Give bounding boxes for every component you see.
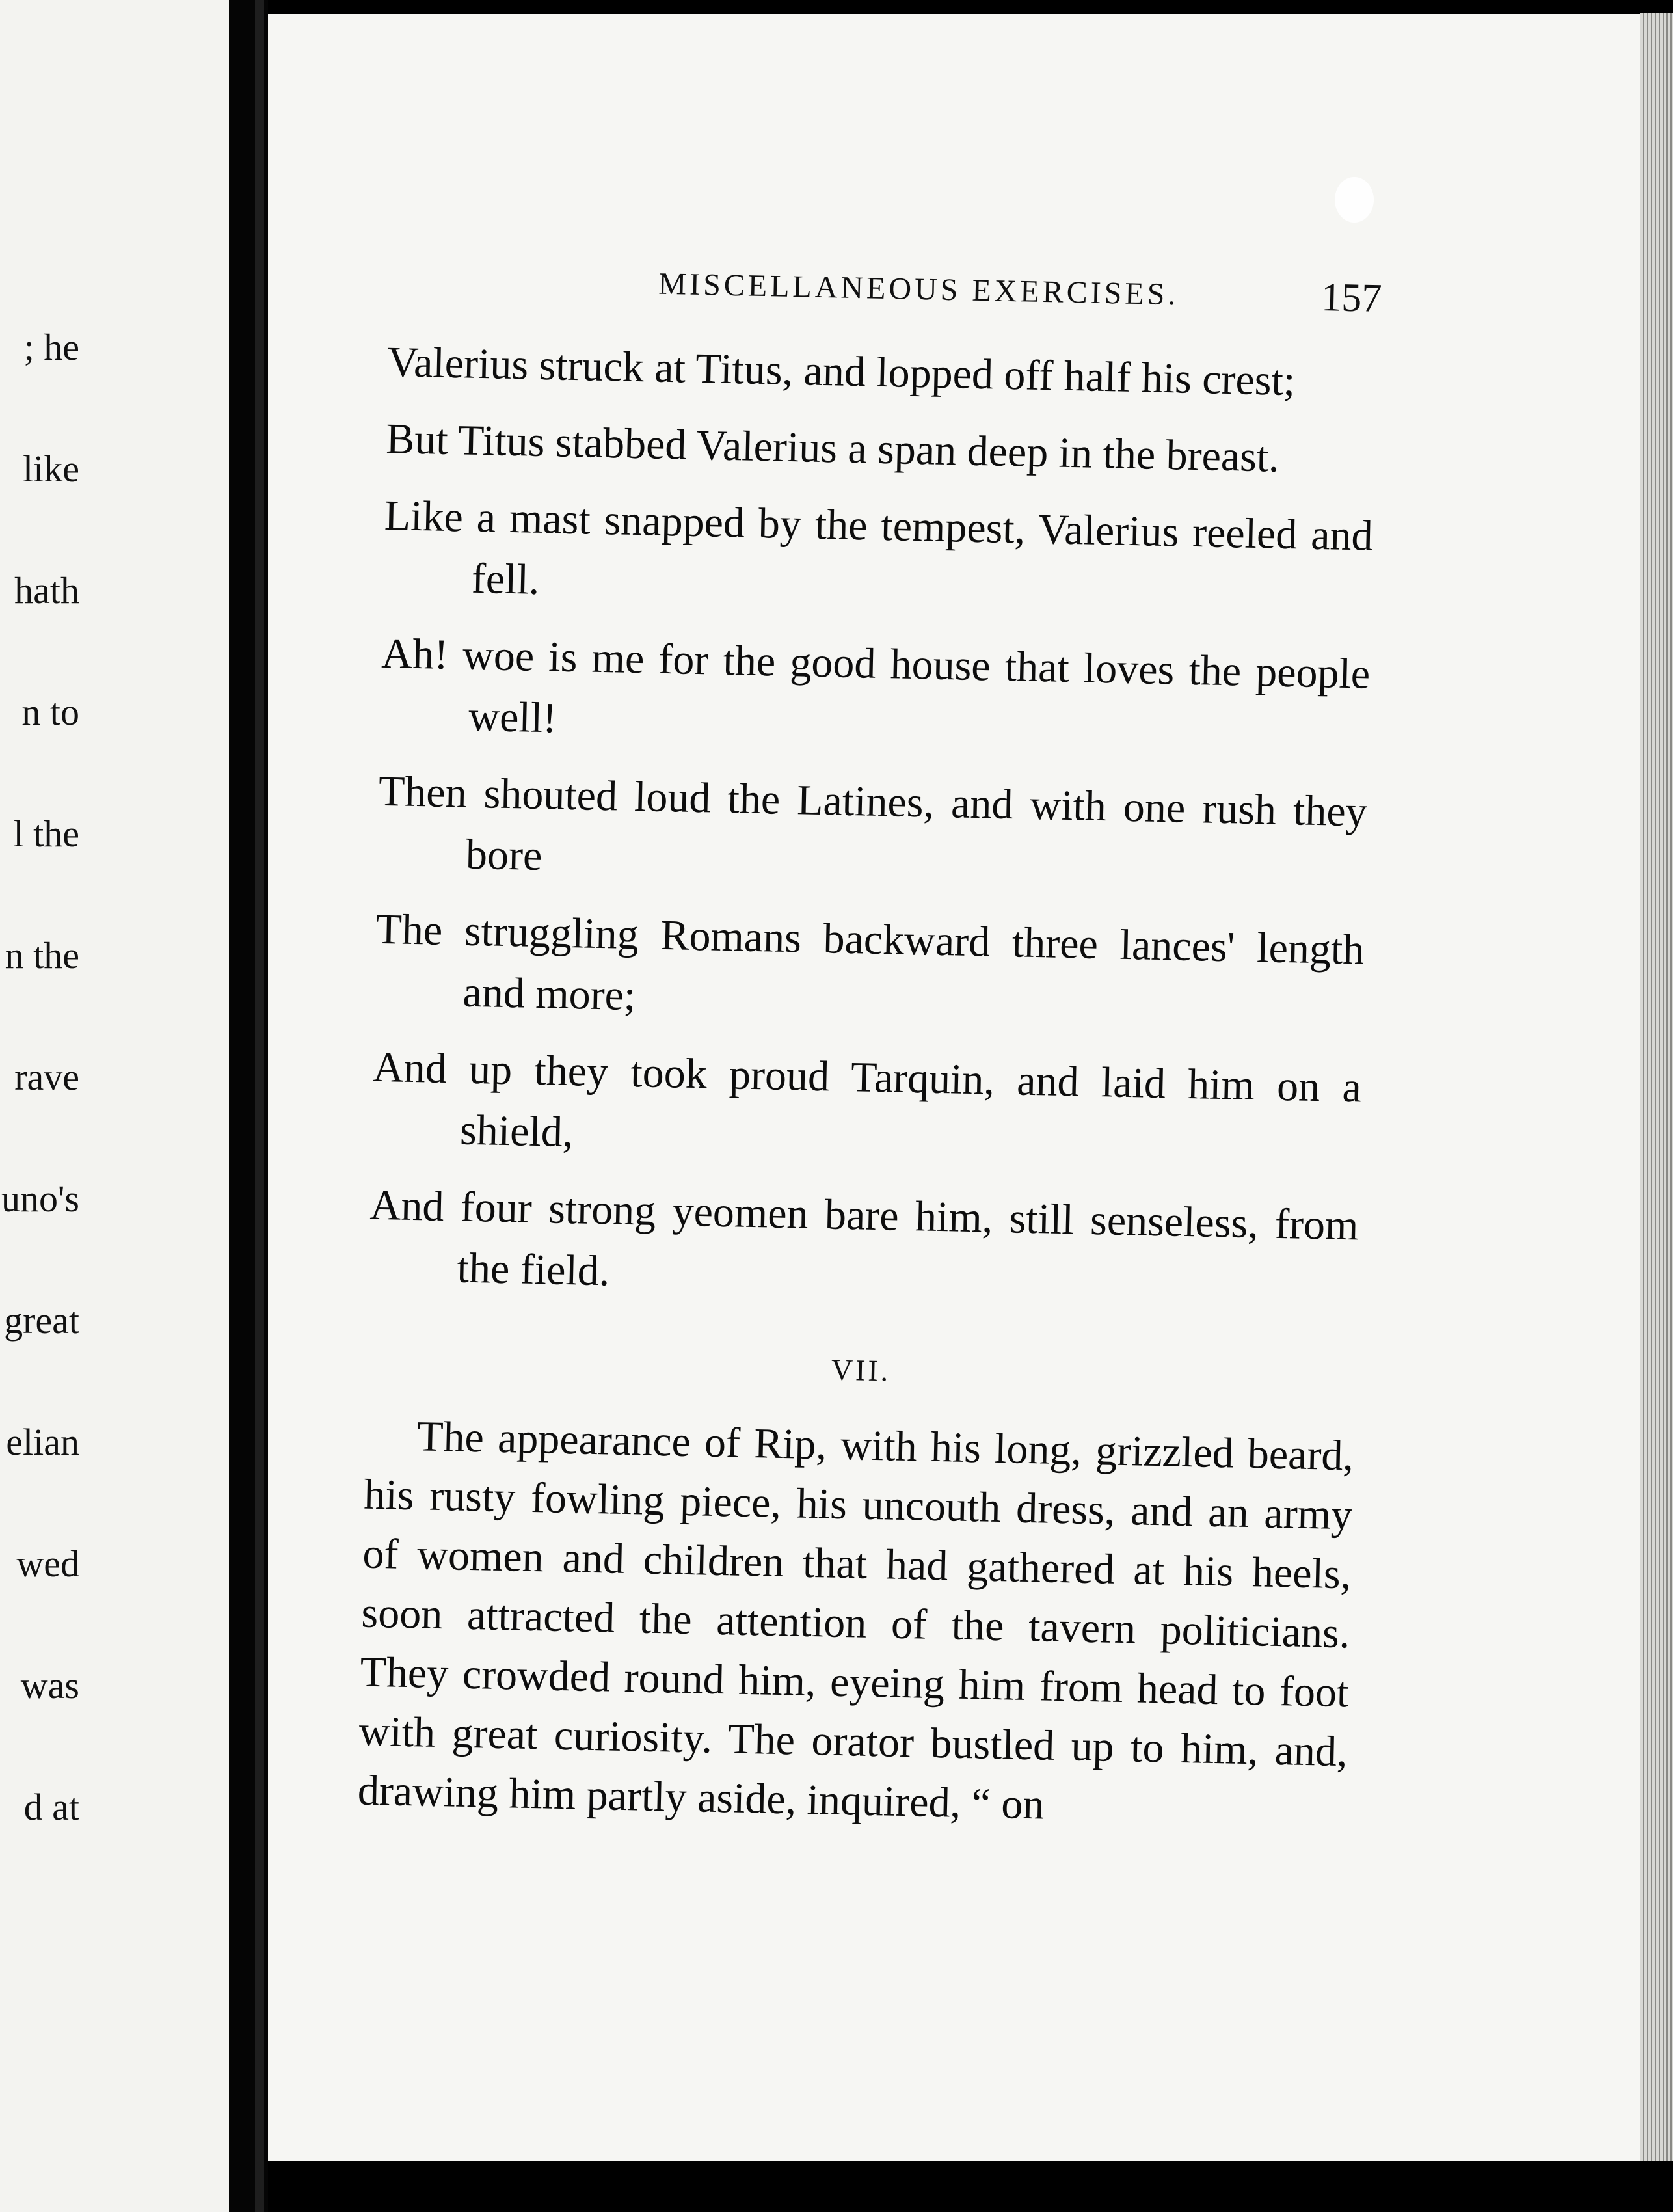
page-edges xyxy=(1640,13,1673,2166)
verse-line: Valerius struck at Titus, and lopped off half his crest; xyxy=(387,338,1296,405)
paper-blemish xyxy=(1335,177,1374,223)
page-number: 157 xyxy=(1320,275,1382,321)
left-page xyxy=(0,0,229,2212)
left-line-fragment: l the xyxy=(13,813,79,855)
verse-block xyxy=(368,332,1377,1318)
left-line-fragment: n to xyxy=(21,691,79,733)
left-line-fragment: was xyxy=(20,1664,79,1706)
left-line-fragment: uno's xyxy=(1,1178,79,1220)
gutter-shadow xyxy=(255,0,264,2212)
bottom-shadow xyxy=(268,2161,1673,2212)
left-line-fragment: great xyxy=(4,1299,79,1342)
verse-line: Like a mast snapped by the tempest, Valerius reeled and fell. xyxy=(384,491,1374,604)
prose-paragraph: The appearance of Rip, with his long, grizzled beard, his rusty fowling piece, his uncouth dress, and an army of women and children that had gathered at his heels, soon attracted the attention of the tavern politicians. They crowded round him, eyeing him from head to foot with great curiosity. The orator bustled up to him, and, drawing him partly aside, inquired, “ on xyxy=(357,1412,1354,1829)
left-line-fragment: d at xyxy=(23,1786,79,1828)
verse-line: And up they took proud Tarquin, and laid him on a shield, xyxy=(372,1043,1362,1157)
left-line-fragment: like xyxy=(23,448,79,490)
left-line-fragment: rave xyxy=(14,1056,79,1098)
verse-line: Ah! woe is me for the good house that loves the people well! xyxy=(381,629,1371,742)
left-line-fragment: hath xyxy=(14,569,79,612)
verse-line: The struggling Romans backward three lances' length and more; xyxy=(375,905,1365,1020)
running-head-title: MISCELLANEOUS EXERCISES. xyxy=(658,266,1179,312)
verse-line: And four strong yeomen bare him, still senseless, from the field. xyxy=(369,1181,1359,1295)
page-content xyxy=(357,234,1382,1841)
section-number: VII. xyxy=(831,1353,891,1388)
verse-line: But Titus stabbed Valerius a span deep in the breast. xyxy=(385,414,1280,481)
left-line-fragment: n the xyxy=(5,934,79,977)
left-line-fragment: elian xyxy=(6,1421,79,1463)
left-line-fragment: ; he xyxy=(23,326,79,368)
left-line-fragment: wed xyxy=(16,1543,79,1585)
verse-line: Then shouted loud the Latines, and with one rush they bore xyxy=(378,767,1368,880)
